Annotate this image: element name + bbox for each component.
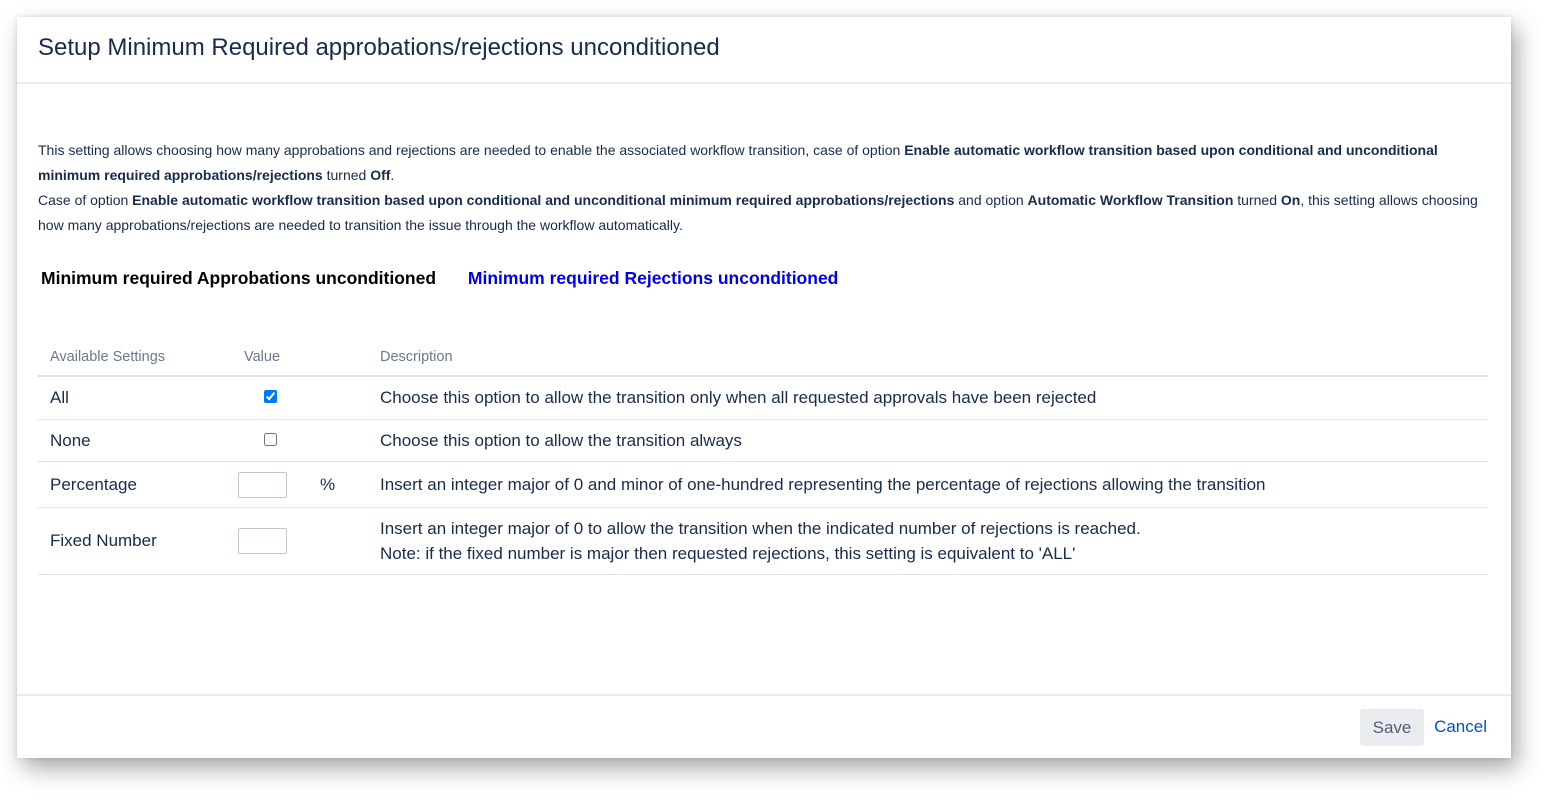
- tab-approbations[interactable]: Minimum required Approbations unconditioned: [41, 268, 437, 288]
- setting-name: Fixed Number: [38, 508, 232, 575]
- header-available-settings: Available Settings: [38, 339, 232, 376]
- table-row-fixed-number: [38, 508, 1488, 575]
- table-row-none: [38, 420, 1488, 462]
- all-checkbox[interactable]: [264, 390, 277, 403]
- intro-bold-segment: Automatic Workflow Transition: [1027, 192, 1234, 208]
- settings-tabs: [41, 268, 838, 289]
- value-cell: [232, 420, 308, 462]
- setting-description: Insert an integer major of 0 and minor of one-hundred representing the percentage of rejections allowing the transition: [368, 462, 1488, 508]
- unit-cell: [308, 376, 368, 420]
- setting-name: Percentage: [38, 462, 232, 508]
- fixed-number-input[interactable]: [238, 528, 287, 554]
- header-unit: [308, 339, 368, 376]
- header-description: Description: [368, 339, 1488, 376]
- percent-unit: %: [308, 462, 368, 508]
- none-checkbox[interactable]: [264, 433, 277, 446]
- intro-text-segment: .: [390, 167, 395, 183]
- intro-bold-segment: Enable automatic workflow transition based upon conditional and unconditional minimum required approbations/rejections: [38, 142, 1438, 183]
- table-row-percentage: [38, 462, 1488, 508]
- setting-name: All: [38, 376, 232, 420]
- percentage-input[interactable]: [238, 472, 287, 498]
- header-value: Value: [232, 339, 308, 376]
- dialog-title: Setup Minimum Required approbations/rejections unconditioned: [38, 34, 720, 61]
- table-header-row: [38, 339, 1488, 376]
- intro-text-segment: and option: [954, 192, 1028, 208]
- value-cell: [232, 508, 308, 575]
- intro-text-segment: turned: [1233, 192, 1281, 208]
- intro-text-segment: Case of option: [38, 192, 133, 208]
- value-cell: [232, 462, 308, 508]
- dialog-header: [17, 17, 1511, 84]
- intro-text: [38, 138, 1488, 238]
- save-button[interactable]: Save: [1360, 709, 1424, 746]
- description-line: Insert an integer major of 0 to allow the transition when the indicated number of rejections is reached.: [380, 519, 1141, 538]
- unit-cell: [308, 508, 368, 575]
- setting-description: [368, 508, 1488, 575]
- setup-dialog: [17, 17, 1511, 758]
- setting-description: Choose this option to allow the transition only when all requested approvals have been rejected: [368, 376, 1488, 420]
- description-note: Note: if the fixed number is major then requested rejections, this setting is equivalent to 'ALL': [380, 544, 1076, 563]
- value-cell: [232, 376, 308, 420]
- intro-paragraph-1: [38, 138, 1488, 188]
- intro-paragraph-2: [38, 188, 1488, 238]
- intro-text-segment: This setting allows choosing how many approbations and rejections are needed to enable the associated workflow transition, case of option: [38, 142, 905, 158]
- unit-cell: [308, 420, 368, 462]
- cancel-link[interactable]: Cancel: [1434, 717, 1487, 736]
- table-row-all: [38, 376, 1488, 420]
- intro-bold-segment: On: [1280, 192, 1301, 208]
- tab-rejections[interactable]: Minimum required Rejections unconditioned: [467, 268, 839, 288]
- intro-text-segment: turned: [322, 167, 371, 183]
- dialog-footer: [17, 694, 1511, 758]
- intro-text-segment: , this setting allows choosing how many approbations/rejections are needed to transition the issue through the workflow automatically.: [38, 192, 1478, 233]
- settings-table: [38, 339, 1488, 575]
- setting-description: Choose this option to allow the transition always: [368, 420, 1488, 462]
- setting-name: None: [38, 420, 232, 462]
- intro-bold-segment: Off: [370, 167, 391, 183]
- intro-bold-segment: Enable automatic workflow transition based upon conditional and unconditional minimum required approbations/rejections: [132, 192, 955, 208]
